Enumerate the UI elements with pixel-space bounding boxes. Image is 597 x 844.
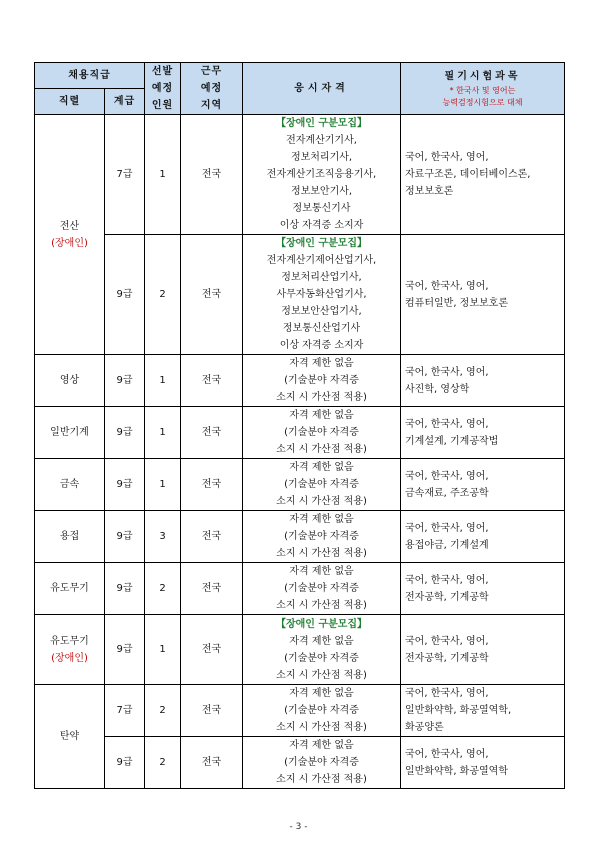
grade-cell: 9급	[105, 235, 145, 355]
table-row	[35, 615, 565, 685]
qualification-cell: 자격 제한 없음 (기술분야 자격증 소지 시 가산점 적용)	[243, 737, 401, 789]
region-cell: 전국	[181, 615, 243, 685]
grade-cell: 9급	[105, 355, 145, 407]
header-subjects: 필기시험과목 * 한국사 및 영어는 능력검정시험으로 대체	[401, 63, 565, 115]
grade-cell: 7급	[105, 115, 145, 235]
grade-cell: 9급	[105, 615, 145, 685]
job-cell: 일반기계	[35, 407, 105, 459]
subjects-cell: 국어, 한국사, 영어, 일반화약학, 화공열역학, 화공양론	[401, 685, 565, 737]
subjects-cell: 국어, 한국사, 영어, 기계설계, 기계공작법	[401, 407, 565, 459]
table-row	[35, 563, 565, 615]
qualification-cell: 【장애인 구분모집】 전자계산기제어산업기사, 정보처리산업기사, 사무자동화산업기사, 정보보안산업기사, 정보통신산업기사 이상 자격증 소지자	[243, 235, 401, 355]
subjects-cell: 국어, 한국사, 영어, 컴퓨터일반, 정보보호론	[401, 235, 565, 355]
qualification-cell: 자격 제한 없음 (기술분야 자격증 소지 시 가산점 적용)	[243, 511, 401, 563]
header-region: 근무 예정 지역	[181, 63, 243, 115]
grade-cell: 9급	[105, 407, 145, 459]
qualification-cell: 자격 제한 없음 (기술분야 자격증 소지 시 가산점 적용)	[243, 459, 401, 511]
page-number: - 3 -	[289, 822, 308, 832]
qualification-cell: 자격 제한 없음 (기술분야 자격증 소지 시 가산점 적용)	[243, 355, 401, 407]
table-row	[35, 737, 565, 789]
job-cell: 전산 (장애인)	[35, 115, 105, 355]
qualification-cell: 자격 제한 없음 (기술분야 자격증 소지 시 가산점 적용)	[243, 407, 401, 459]
subjects-cell: 국어, 한국사, 영어, 전자공학, 기계공학	[401, 563, 565, 615]
header-recruit-grade: 채용직급	[35, 63, 145, 89]
job-cell: 유도무기 (장애인)	[35, 615, 105, 685]
qualification-cell: 【장애인 구분모집】 전자계산기기사, 정보처리기사, 전자계산기조직응용기사, 정보보안기사, 정보통신기사 이상 자격증 소지자	[243, 115, 401, 235]
count-cell: 1	[145, 615, 181, 685]
grade-cell: 9급	[105, 511, 145, 563]
region-cell: 전국	[181, 737, 243, 789]
recruitment-table	[34, 62, 565, 789]
count-cell: 1	[145, 355, 181, 407]
region-cell: 전국	[181, 235, 243, 355]
job-cell: 금속	[35, 459, 105, 511]
grade-cell: 9급	[105, 737, 145, 789]
table-row	[35, 235, 565, 355]
job-cell: 영상	[35, 355, 105, 407]
count-cell: 2	[145, 235, 181, 355]
count-cell: 2	[145, 685, 181, 737]
count-cell: 1	[145, 459, 181, 511]
header-grade: 계급	[105, 89, 145, 115]
table-row	[35, 407, 565, 459]
table-row	[35, 511, 565, 563]
qualification-cell: 자격 제한 없음 (기술분야 자격증 소지 시 가산점 적용)	[243, 685, 401, 737]
subjects-cell: 국어, 한국사, 영어, 금속재료, 주조공학	[401, 459, 565, 511]
region-cell: 전국	[181, 115, 243, 235]
count-cell: 2	[145, 737, 181, 789]
job-cell: 유도무기	[35, 563, 105, 615]
region-cell: 전국	[181, 685, 243, 737]
subjects-cell: 국어, 한국사, 영어, 자료구조론, 데이터베이스론, 정보보호론	[401, 115, 565, 235]
qualification-cell: 자격 제한 없음 (기술분야 자격증 소지 시 가산점 적용)	[243, 563, 401, 615]
count-cell: 1	[145, 407, 181, 459]
region-cell: 전국	[181, 355, 243, 407]
header-count: 선발 예정 인원	[145, 63, 181, 115]
region-cell: 전국	[181, 563, 243, 615]
subjects-cell: 국어, 한국사, 영어, 전자공학, 기계공학	[401, 615, 565, 685]
job-cell: 탄약	[35, 685, 105, 789]
count-cell: 3	[145, 511, 181, 563]
qualification-cell: 【장애인 구분모집】 자격 제한 없음 (기술분야 자격증 소지 시 가산점 적용)	[243, 615, 401, 685]
table-row	[35, 355, 565, 407]
grade-cell: 9급	[105, 459, 145, 511]
job-cell: 용접	[35, 511, 105, 563]
table-row	[35, 115, 565, 235]
header-job: 직렬	[35, 89, 105, 115]
grade-cell: 9급	[105, 563, 145, 615]
count-cell: 2	[145, 563, 181, 615]
table-row	[35, 685, 565, 737]
count-cell: 1	[145, 115, 181, 235]
region-cell: 전국	[181, 511, 243, 563]
header-qualification: 응시자격	[243, 63, 401, 115]
subjects-cell: 국어, 한국사, 영어, 사진학, 영상학	[401, 355, 565, 407]
grade-cell: 7급	[105, 685, 145, 737]
subjects-cell: 국어, 한국사, 영어, 용접야금, 기계설계	[401, 511, 565, 563]
table-row	[35, 459, 565, 511]
subjects-cell: 국어, 한국사, 영어, 일반화약학, 화공열역학	[401, 737, 565, 789]
region-cell: 전국	[181, 459, 243, 511]
region-cell: 전국	[181, 407, 243, 459]
